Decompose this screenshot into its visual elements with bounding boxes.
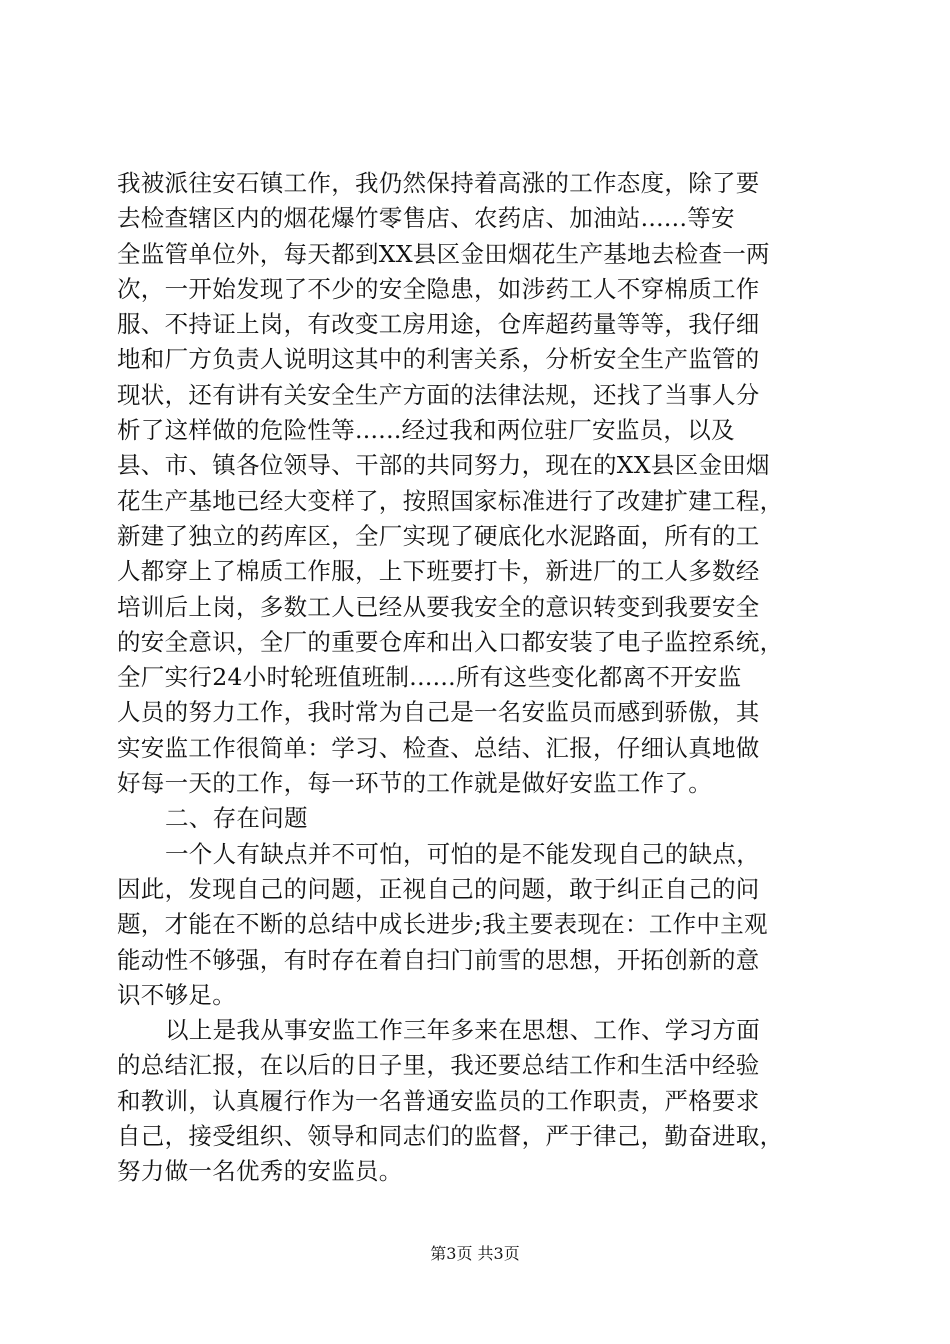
text-line: 识不够足。 bbox=[117, 980, 236, 1009]
text-line: 好每一天的工作，每一环节的工作就是做好安监工作了。 bbox=[117, 769, 712, 798]
text-line: 以上是我从事安监工作三年多来在思想、工作、学习方面 bbox=[165, 1016, 760, 1045]
text-line: 新建了独立的药库区，全厂实现了硬底化水泥路面，所有的工 bbox=[117, 521, 760, 550]
page-footer: 第3页 共3页 bbox=[430, 1244, 520, 1263]
text-line: 努力做一名优秀的安监员。 bbox=[117, 1157, 403, 1186]
text-line: 和教训，认真履行作为一名普通安监员的工作职责，严格要求 bbox=[117, 1086, 760, 1115]
text-line: 花生产基地已经大变样了，按照国家标准进行了改建扩建工程， bbox=[117, 486, 784, 515]
text-line: 题，才能在不断的总结中成长进步;我主要表现在：工作中主观 bbox=[117, 910, 768, 939]
text-line: 次，一开始发现了不少的安全隐患，如涉药工人不穿棉质工作 bbox=[117, 274, 760, 303]
text-line: 能动性不够强，有时存在着自扫门前雪的思想，开拓创新的意 bbox=[117, 945, 760, 974]
text-line: 一个人有缺点并不可怕，可怕的是不能发现自己的缺点， bbox=[165, 839, 760, 868]
text-line: 全监管单位外，每天都到XX县区金田烟花生产基地去检查一两 bbox=[117, 239, 770, 268]
text-line: 我被派往安石镇工作，我仍然保持着高涨的工作态度，除了要 bbox=[117, 169, 760, 197]
text-line: 实安监工作很简单：学习、检查、总结、汇报，仔细认真地做 bbox=[117, 733, 760, 762]
body-text bbox=[117, 166, 833, 1190]
text-line: 析了这样做的危险性等......经过我和两位驻厂安监员，以及 bbox=[117, 416, 735, 445]
text-line: 去检查辖区内的烟花爆竹零售店、农药店、加油站......等安 bbox=[117, 204, 735, 233]
text-line: 人都穿上了棉质工作服，上下班要打卡，新进厂的工人多数经 bbox=[117, 557, 760, 586]
text-line: 服、不持证上岗，有改变工房用途，仓库超药量等等，我仔细 bbox=[117, 310, 760, 339]
text-line: 全厂实行24小时轮班值班制......所有这些变化都离不开安监 bbox=[117, 663, 742, 692]
text-line: 县、市、镇各位领导、干部的共同努力，现在的XX县区金田烟 bbox=[117, 451, 770, 480]
text-line: 自己，接受组织、领导和同志们的监督，严于律己，勤奋进取， bbox=[117, 1122, 784, 1151]
text-line: 现状，还有讲有关安全生产方面的法律法规，还找了当事人分 bbox=[117, 380, 760, 409]
text-line: 人员的努力工作，我时常为自己是一名安监员而感到骄傲，其 bbox=[117, 698, 760, 727]
text-line: 培训后上岗，多数工人已经从要我安全的意识转变到我要安全 bbox=[117, 592, 760, 621]
text-line: 因此，发现自己的问题，正视自己的问题，敢于纠正自己的问 bbox=[117, 874, 760, 903]
text-line: 的总结汇报，在以后的日子里，我还要总结工作和生活中经验 bbox=[117, 1051, 760, 1080]
text-line: 的安全意识，全厂的重要仓库和出入口都安装了电子监控系统， bbox=[117, 627, 784, 656]
text-line: 地和厂方负责人说明这其中的利害关系，分析安全生产监管的 bbox=[117, 345, 760, 374]
text-line: 二、存在问题 bbox=[165, 804, 308, 833]
